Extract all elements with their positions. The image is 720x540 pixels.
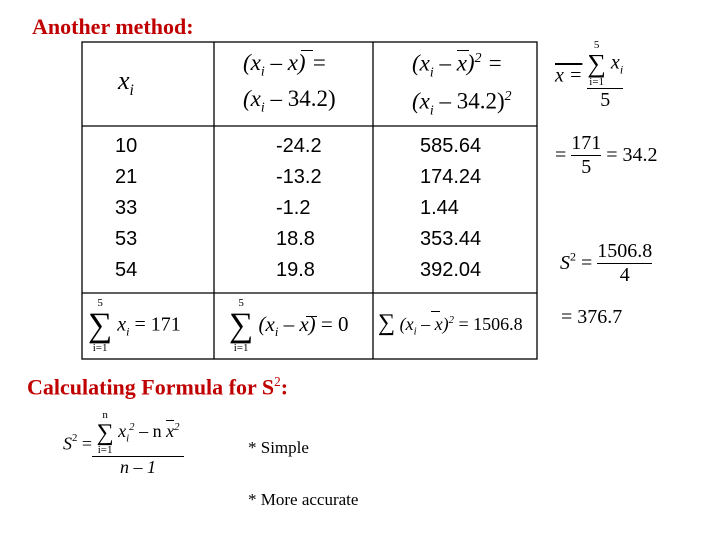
heading-another-method: Another method: <box>32 14 194 39</box>
table-cell: 18.8 <box>276 228 315 250</box>
calculating-formula: $S^2$ = n ∑ i=1 $x_i^2$ – n $\overline{x}^2$ n – 1 <box>63 410 179 478</box>
sum-xi: 5 ∑ i=1 $x_i = 171$ <box>88 297 181 354</box>
column-squared-values <box>420 131 481 286</box>
heading-calculating-formula: Calculating Formula for $S^2$: <box>27 374 289 400</box>
mean-formula: x = 5 ∑ i=1 $x_i$ 5 <box>555 39 624 111</box>
column-deviation-values <box>276 131 322 286</box>
table-cell: 392.04 <box>420 259 482 281</box>
sum-squared: ∑ $(x_i - x)^2 = 1506.8$ <box>378 310 523 338</box>
note-more-accurate: * More accurate <box>248 490 359 509</box>
header-squared-line1: $(x_i - x)^2$ = <box>412 50 503 80</box>
header-deviation-line2: $(x_i - 34.2)$ <box>243 86 336 115</box>
header-deviation-line1: $(x_i - x)$ = <box>243 50 327 79</box>
note-simple: * Simple <box>248 438 309 457</box>
mean-result: = $\frac{171}{5}$ = 34.2 <box>555 132 658 178</box>
column-xi-values <box>115 131 137 286</box>
table-cell: 1.44 <box>420 197 459 219</box>
table-cell: 53 <box>115 228 138 250</box>
table-cell: -13.2 <box>276 166 322 188</box>
table-cell: 353.44 <box>420 228 482 250</box>
variance-formula: $S^2$ = $\frac{1506.8}{4}$ <box>560 240 653 286</box>
table-cell: 21 <box>115 166 138 188</box>
table-cell: 54 <box>115 259 138 281</box>
table-cell: -1.2 <box>276 197 311 219</box>
overbar <box>457 50 469 51</box>
table-cell: 174.24 <box>420 166 482 188</box>
overbar <box>431 311 440 312</box>
table-cell: 10 <box>115 135 138 157</box>
overbar <box>306 316 317 317</box>
table-cell: 585.64 <box>420 135 482 157</box>
table-cell: -24.2 <box>276 135 322 157</box>
overbar <box>301 50 313 51</box>
header-squared-line2: $(x_i - 34.2)^2$ <box>412 88 512 118</box>
table-cell: 19.8 <box>276 259 315 281</box>
header-xi: $x_i$ <box>118 66 134 100</box>
table-cell: 33 <box>115 197 138 219</box>
variance-result: = 376.7 <box>561 306 623 328</box>
sum-deviation: 5 ∑ i=1 $(x_i - x) = 0$ <box>229 297 349 354</box>
